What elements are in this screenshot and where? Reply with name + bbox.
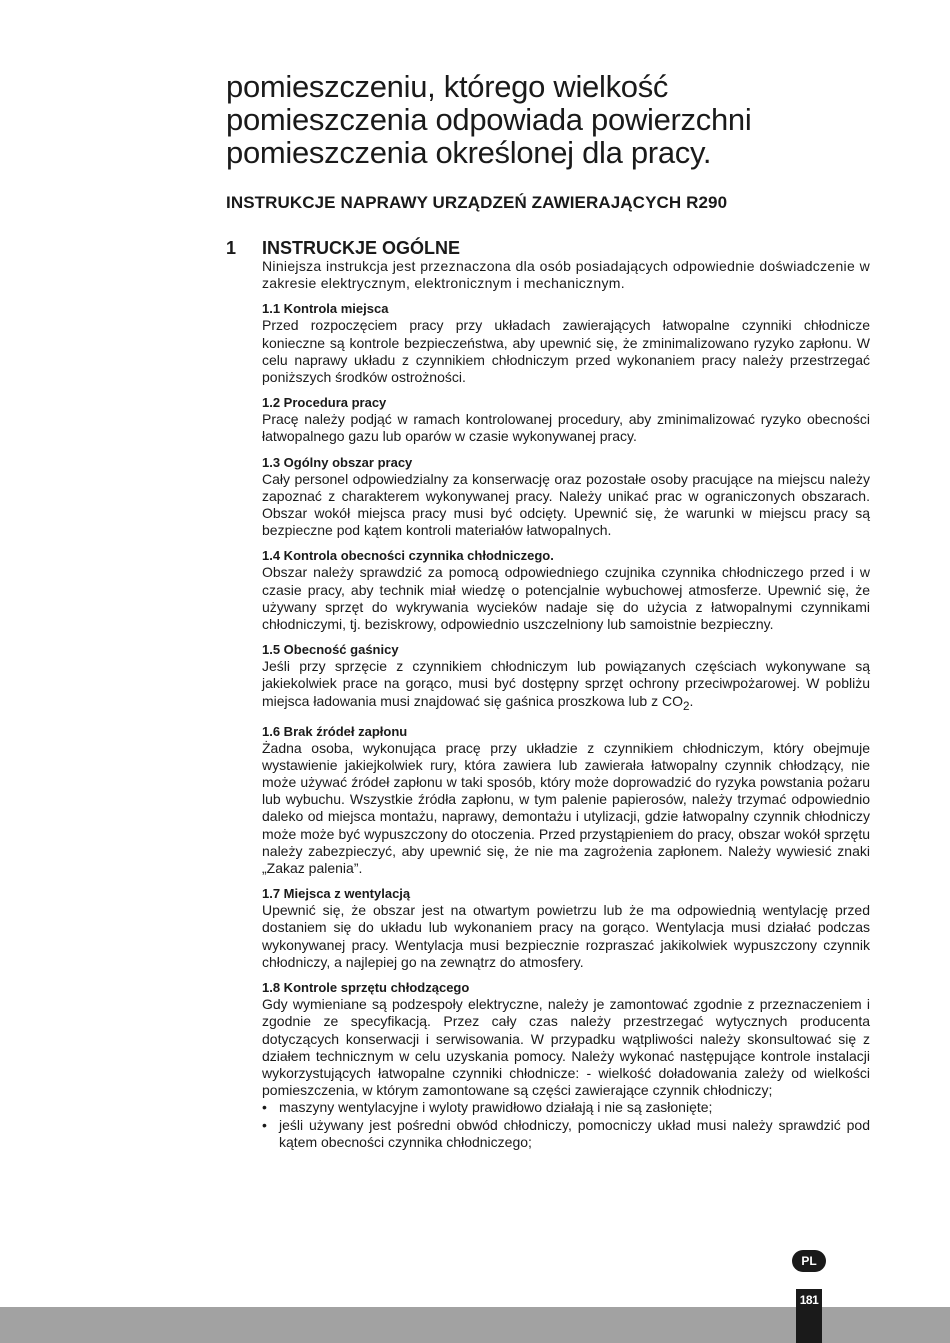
subsection-text: Gdy wymieniane są podzespoły elektryczne, należy je zamontować zgodnie z przeznaczeniem i zgodnie ze specyfikacją. Przez cały czas należy przestrzegać wytycznych producenta dotyczących konserwacji i serwisowania. W przypadku wątpliwości należy skonsultować się z działem technicznym w celu uzyskania pomocy. Należy wykonać następujące kontrole instalacji wykorzystujących łatwopalne czynniki chłodnicze: - wielkość doładowania zależy od wielkości pomieszczenia, w którym zamontowane są części zawierające czynnik chłodniczy; bbox=[262, 996, 870, 1099]
subsection-text bbox=[262, 658, 870, 714]
subsection-title: 1.6 Brak źródeł zapłonu bbox=[262, 723, 408, 739]
subsection-1-6 bbox=[262, 723, 870, 878]
page-number-tab bbox=[796, 1289, 822, 1343]
subsection-title: 1.7 Miejsca z wentylacją bbox=[262, 886, 411, 902]
subsection-title: 1.4 Kontrola obecności czynnika chłodniczego. bbox=[262, 548, 554, 564]
subsection-title: 1.2 Procedura pracy bbox=[262, 395, 387, 411]
subsection-title: 1.5 Obecność gaśnicy bbox=[262, 642, 399, 658]
section-body bbox=[262, 258, 870, 1151]
list-item: • jeśli używany jest pośredni obwód chłodniczy, pomocniczy układ musi należy sprawdzić pod kątem obecności czynnika chłodniczego; bbox=[262, 1117, 870, 1151]
subsection-1-2 bbox=[262, 394, 870, 445]
subsection-title: 1.1 Kontrola miejsca bbox=[262, 301, 389, 317]
co2-subscript: 2 bbox=[682, 699, 690, 713]
subsection-1-1 bbox=[262, 300, 870, 386]
language-badge: PL bbox=[792, 1250, 826, 1272]
section-number: 1 bbox=[226, 238, 237, 258]
section-1 bbox=[226, 238, 870, 1151]
subsection-1-7 bbox=[262, 885, 870, 971]
page-content bbox=[226, 70, 870, 1151]
subsection-1-5 bbox=[262, 641, 870, 714]
main-heading: INSTRUKCJE NAPRAWY URZĄDZEŃ ZAWIERAJĄCYCH R290 bbox=[226, 193, 728, 212]
section-intro: Niniejsza instrukcja jest przeznaczona dla osób posiadających odpowiednie doświadczenie w zakresie elektrycznym, elektronicznym i mechanicznym. bbox=[262, 258, 870, 292]
subsection-text-main: Jeśli przy sprzęcie z czynnikiem chłodniczym lub powiązanych częściach wykonywane są jakiekolwiek prace na gorąco, musi być dostępny sprzęt ochrony przeciwpożarowej. W pobliżu miejsca ładowania musi znajdować się gaśnica proszkowa lub z CO bbox=[262, 658, 870, 709]
bullet-list bbox=[262, 1099, 870, 1151]
list-item: • maszyny wentylacyjne i wyloty prawidłowo działają i nie są zasłonięte; bbox=[262, 1099, 870, 1116]
subsection-text: Obszar należy sprawdzić za pomocą odpowiedniego czujnika czynnika chłodniczego przed i w czasie pracy, aby technik miał wiedzę o potencjalnie wybuchowej atmosferze. Upewnić się, że używany sprzęt do wykrywania wycieków nadaje się do użycia z łatwopalnymi czynnikami chłodniczymi, tj. beziskrowy, odpowiednio uszczelniony lub samoistnie bezpieczny. bbox=[262, 564, 870, 633]
subsection-title: 1.8 Kontrole sprzętu chłodzącego bbox=[262, 980, 470, 996]
subsection-text: Żadna osoba, wykonująca pracę przy układzie z czynnikiem chłodniczym, który obejmuje wystawienie jakiejkolwiek rury, która zawiera lub zawierała łatwopalny czynnik chłodzący, nie może używać źródeł zapłonu w taki sposób, który może doprowadzić do ryzyka powstania pożaru lub wybuchu. Wszystkie źródła zapłonu, w tym palenie papierosów, należy trzymać odpowiednio daleko od miejsca montażu, naprawy, demontażu i utylizacji, gdzie łatwopalny czynnik chłodniczy może może być wypuszczony do otoczenia. Przed przystąpieniem do pracy, obszar wokół sprzętu należy zabezpieczyć, aby upewnić się, że nie ma zagrożenia zapłonem. Należy wywiesić znaki „Zakaz palenia”. bbox=[262, 739, 870, 877]
subsection-text: Upewnić się, że obszar jest na otwartym powietrzu lub że ma odpowiednią wentylację przed dostaniem się do układu lub wykonaniem pracy na gorąco. Wentylacja musi działać podczas wykonywanej pracy. Wentylacja musi bezpiecznie rozpraszać jakikolwiek wypuszczony czynnik chłodniczy, a najlepiej go na zewnątrz do atmosfery. bbox=[262, 902, 870, 970]
subsection-1-8 bbox=[262, 979, 870, 1151]
page-number: 181 bbox=[799, 1293, 819, 1307]
subsection-text: Cały personel odpowiedzialny za konserwację oraz pozostałe osoby pracujące na miejscu należy zapoznać z charakterem wykonywanej pracy. Należy unikać prac w ograniczonych obszarach. Obszar wokół miejsca pracy musi być odcięty. Upewnić się, że warunki w miejscu pracy są bezpieczne pod kątem kontroli materiałów łatwopalnych. bbox=[262, 470, 870, 539]
subsection-text: Przed rozpoczęciem pracy przy układach zawierających łatwopalne czynniki chłodnicze konieczne są kontrole bezpieczeństwa, aby upewnić się, że zminimalizowano ryzyko zapłonu. W celu naprawy układu z czynnikiem chłodniczym przed wykonaniem pracy należy przestrzegać poniższych środków ostrożności. bbox=[262, 317, 870, 386]
subsection-text: Pracę należy podjąć w ramach kontrolowanej procedury, aby zminimalizować ryzyko obecności łatwopalnego gazu lub oparów w czasie wykonywanej pracy. bbox=[262, 411, 870, 445]
subsection-1-3 bbox=[262, 454, 870, 540]
section-title: INSTRUCKJE OGÓLNE bbox=[262, 238, 461, 258]
intro-paragraph: pomieszczeniu, którego wielkość pomieszczenia odpowiada powierzchni pomieszczenia określonej dla pracy. bbox=[226, 69, 752, 170]
subsection-title: 1.3 Ogólny obszar pracy bbox=[262, 454, 413, 470]
subsection-1-4 bbox=[262, 547, 870, 633]
subsection-text-suffix: . bbox=[689, 692, 694, 709]
